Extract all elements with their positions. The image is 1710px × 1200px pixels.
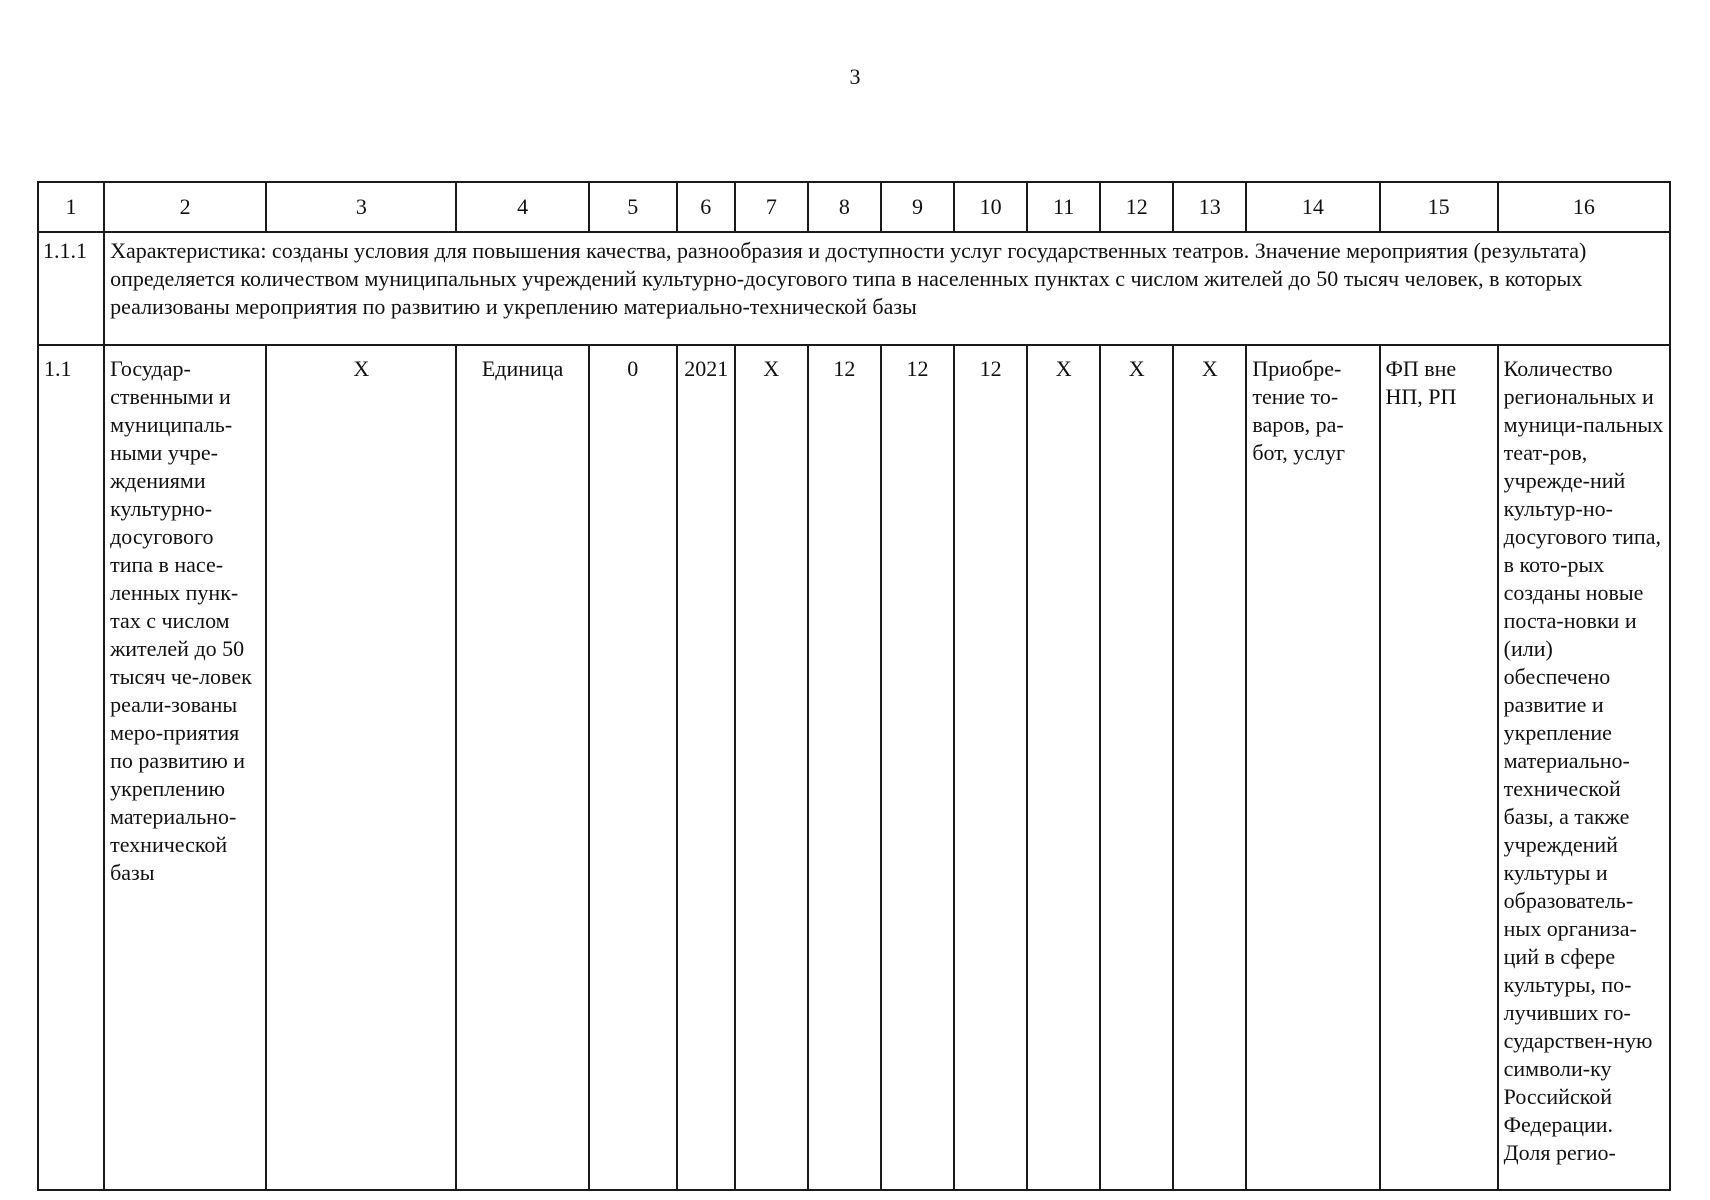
table-cell: X	[1173, 345, 1246, 1190]
header-cell: 6	[677, 182, 735, 232]
item-name-cell: Государ-ственными и муниципаль-ными учре-ждениями культурно-досугового типа в насе-ленных пунк-тах с числом жителей до 50 тысяч че-ловек реали-зованы меро-приятия по развитию и укреплению материально-технической базы	[104, 345, 266, 1190]
header-cell: 3	[266, 182, 456, 232]
description-cell: Количество региональных и муници-пальных теат-ров, учрежде-ний культур-но-досугового типа, в кото-рых созданы новые поста-новки и (или) обеспечено развитие и укрепление материально-технической базы, а также учреждений культуры и образователь-ных организа-ций в сфере культуры, по-лучивших го-сударствен-ную символи-ку Российской Федерации. Доля регио-	[1498, 345, 1670, 1190]
table-cell: 0	[589, 345, 677, 1190]
table-cell: 12	[954, 345, 1027, 1190]
header-cell: 12	[1100, 182, 1173, 232]
header-cell: 4	[456, 182, 588, 232]
header-cell: 9	[881, 182, 954, 232]
header-cell: 10	[954, 182, 1027, 232]
header-cell: 5	[589, 182, 677, 232]
header-row	[38, 182, 1670, 232]
table-row	[38, 345, 1670, 1190]
activity-type-cell: Приобре-тение то-варов, ра-бот, услуг	[1246, 345, 1379, 1190]
table-cell: X	[1100, 345, 1173, 1190]
table-cell: X	[1027, 345, 1100, 1190]
unit-cell: Единица	[456, 345, 588, 1190]
year-cell: 2021	[677, 345, 735, 1190]
header-cell: 2	[104, 182, 266, 232]
characteristic-text: Характеристика: созданы условия для повышения качества, разнообразия и доступности услуг государственных театров. Значение мероприятия (результата) определяется количеством муниципальных учреждений культурно-досугового типа в населенных пунктах с числом жителей до 50 тысяч человек, в которых реализованы мероприятия по развитию и укреплению материально-технической базы	[104, 232, 1670, 345]
table-cell: 12	[808, 345, 881, 1190]
header-cell: 8	[808, 182, 881, 232]
header-cell: 7	[735, 182, 808, 232]
source-cell: ФП вне НП, РП	[1380, 345, 1498, 1190]
item-number-cell: 1.1	[38, 345, 104, 1190]
header-cell: 14	[1246, 182, 1379, 232]
characteristic-row	[38, 232, 1670, 345]
header-cell: 15	[1380, 182, 1498, 232]
header-cell: 1	[38, 182, 104, 232]
header-cell: 11	[1027, 182, 1100, 232]
page-number: 3	[849, 64, 861, 89]
table-cell: X	[735, 345, 808, 1190]
characteristic-number: 1.1.1	[38, 232, 104, 345]
data-table	[37, 181, 1671, 1191]
table-cell: 12	[881, 345, 954, 1190]
header-cell: 16	[1498, 182, 1670, 232]
table-cell: X	[266, 345, 456, 1190]
header-cell: 13	[1173, 182, 1246, 232]
